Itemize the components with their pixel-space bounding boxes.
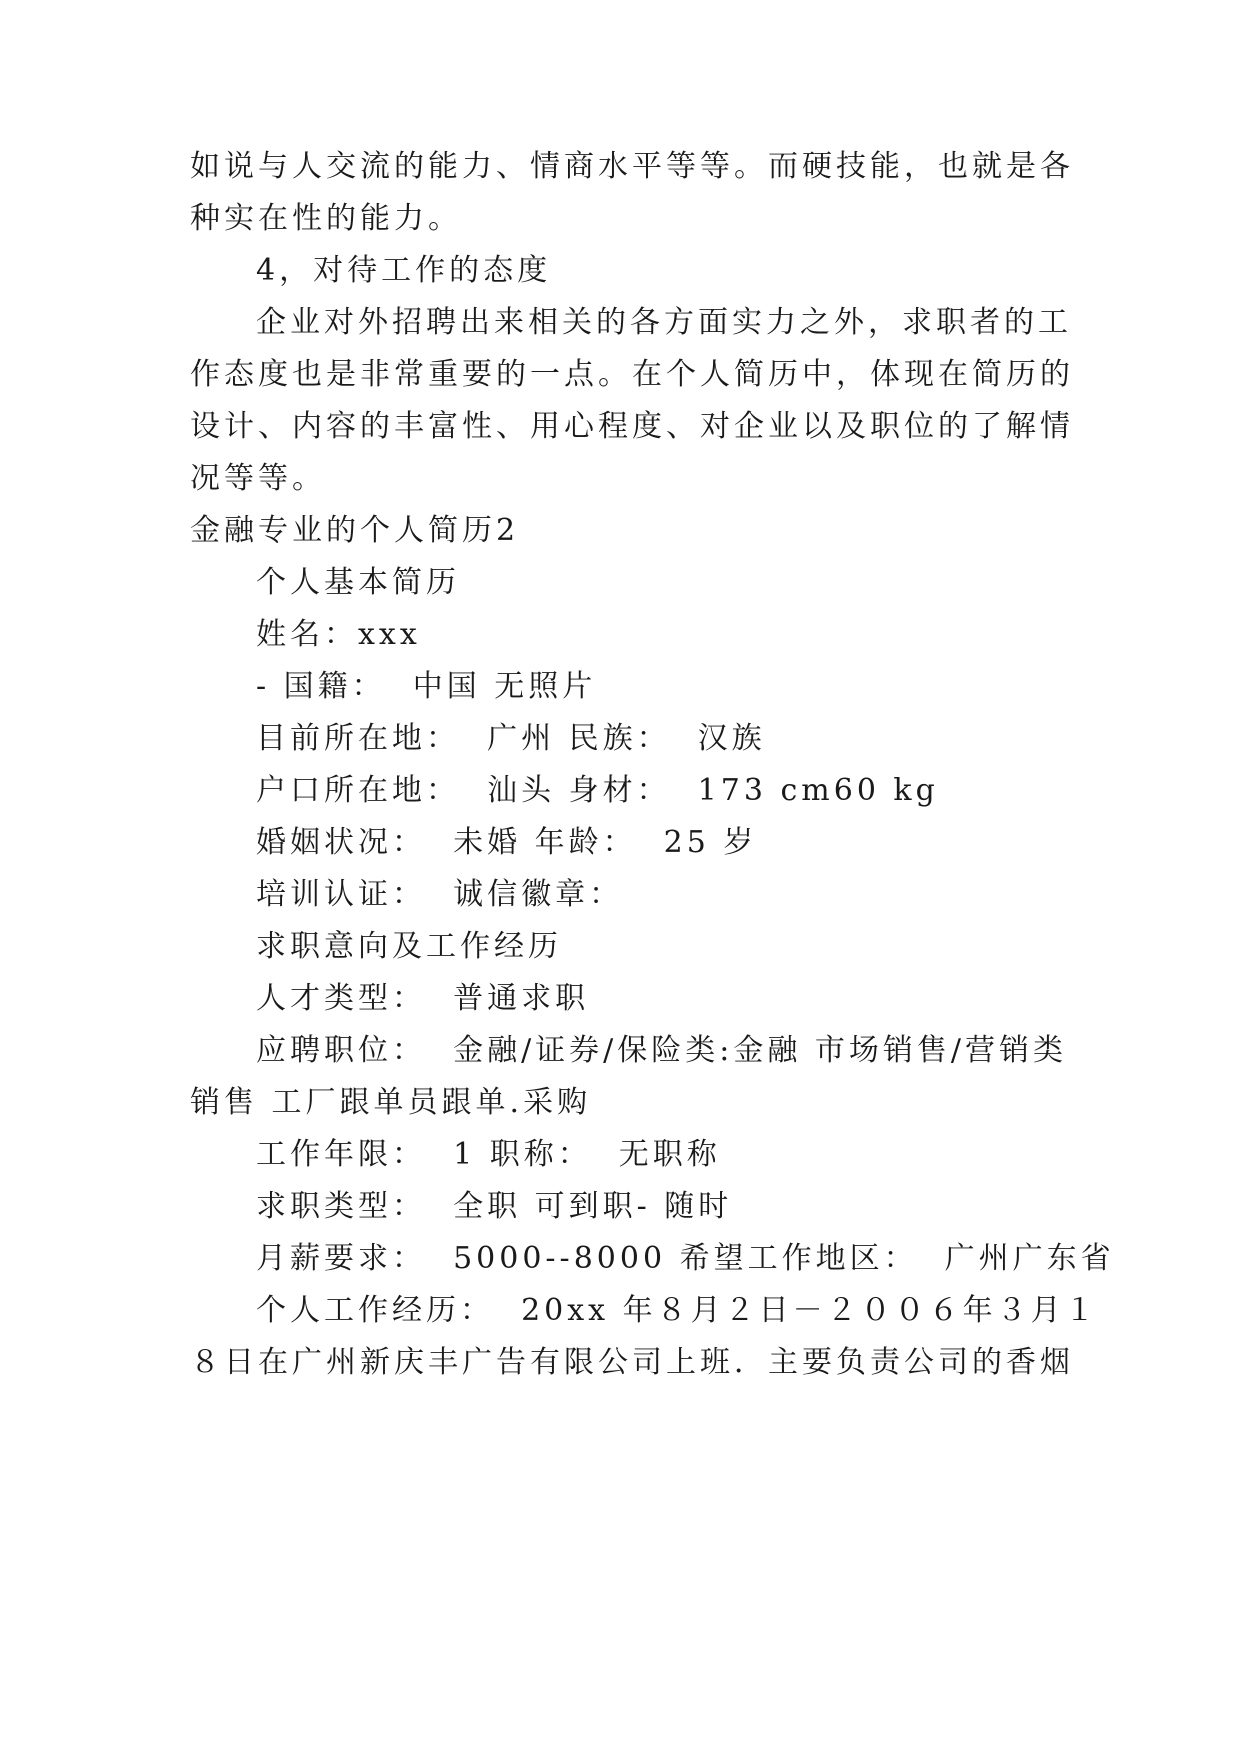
document-title: 金融专业的个人简历2 bbox=[190, 513, 520, 548]
paragraph-line: 况等等。 bbox=[190, 461, 326, 496]
section-heading: 个人基本简历 bbox=[256, 565, 460, 600]
resume-field-talent-type: 人才类型： 普通求职 bbox=[256, 981, 590, 1016]
resume-field-hukou: 户口所在地： 汕头 身材： 173 cm60 kg bbox=[256, 773, 939, 808]
resume-field-salary: 月薪要求： 5000--8000 希望工作地区： 广州广东省 bbox=[256, 1241, 1115, 1276]
paragraph-line: 作态度也是非常重要的一点。在个人简历中，体现在简历的 bbox=[190, 357, 1074, 392]
paragraph-line: 企业对外招聘出来相关的各方面实力之外，求职者的工 bbox=[256, 305, 1072, 340]
resume-field-nationality: - 国籍： 中国 无照片 bbox=[256, 669, 597, 704]
resume-field-work-years: 工作年限： 1 职称： 无职称 bbox=[256, 1137, 721, 1172]
resume-field-job-type: 求职类型： 全职 可到职- 随时 bbox=[256, 1189, 733, 1224]
section-heading: 求职意向及工作经历 bbox=[256, 929, 562, 964]
resume-field-position: 应聘职位： 金融/证券/保险类:金融 市场销售/营销类 bbox=[256, 1033, 1068, 1068]
resume-field-training: 培训认证： 诚信徽章： bbox=[256, 877, 624, 912]
resume-field-experience: 个人工作经历： 20xx 年８月２日－２００６年３月１ bbox=[256, 1293, 1099, 1328]
paragraph-line: 设计、内容的丰富性、用心程度、对企业以及职位的了解情 bbox=[190, 409, 1074, 444]
resume-field-position-cont: 销售 工厂跟单员跟单.采购 bbox=[190, 1085, 592, 1120]
resume-field-name: 姓名：xxx bbox=[256, 617, 421, 652]
section-heading: 4，对待工作的态度 bbox=[256, 253, 552, 288]
paragraph-line: 如说与人交流的能力、情商水平等等。而硬技能，也就是各 bbox=[190, 149, 1074, 184]
resume-field-location: 目前所在地： 广州 民族： 汉族 bbox=[256, 721, 766, 756]
resume-field-experience-cont: ８日在广州新庆丰广告有限公司上班．主要负责公司的香烟 bbox=[190, 1345, 1074, 1380]
resume-field-marital: 婚姻状况： 未婚 年龄： 25 岁 bbox=[256, 825, 758, 860]
paragraph-line: 种实在性的能力。 bbox=[190, 201, 462, 236]
